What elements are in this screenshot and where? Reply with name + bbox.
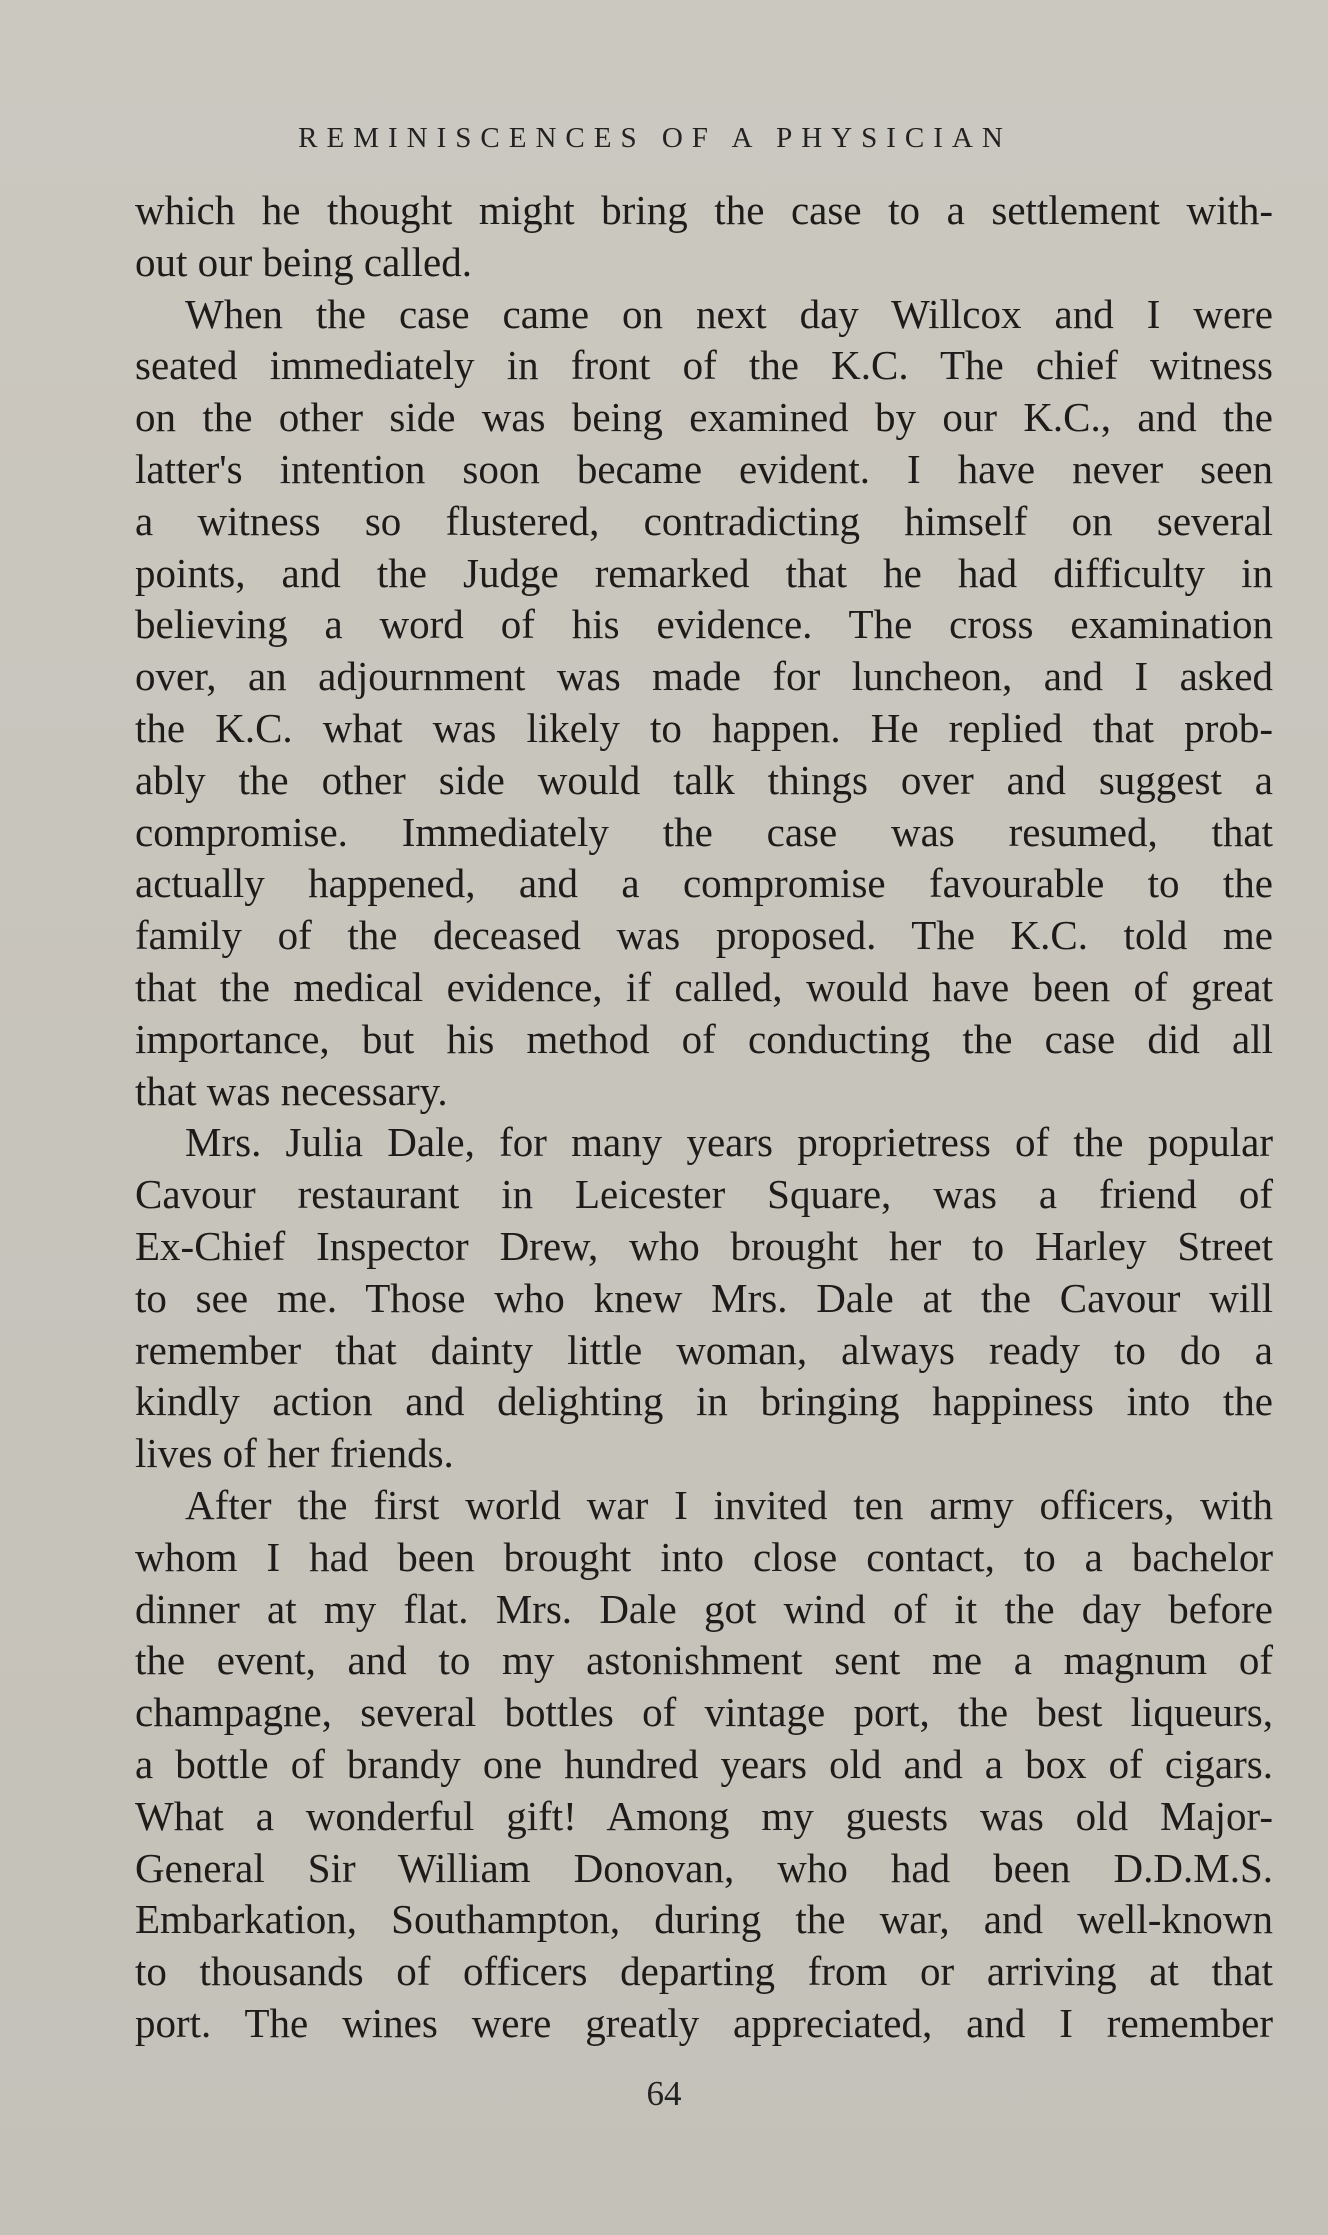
- text-line: ably the other side would talk things over and suggest a: [135, 756, 1273, 803]
- text-line: the K.C. what was likely to happen. He replied that prob-: [135, 704, 1273, 751]
- body-text: [135, 185, 1273, 2050]
- text-line: lives of her friends.: [135, 1430, 454, 1477]
- page-number: 64: [646, 2074, 682, 2113]
- text-line: Embarkation, Southampton, during the war, and well-known: [135, 1896, 1273, 1943]
- text-line: whom I had been brought into close contact, to a bachelor: [135, 1533, 1273, 1580]
- text-line: importance, but his method of conducting the case did all: [135, 1015, 1273, 1062]
- text-line: champagne, several bottles of vintage port, the best liqueurs,: [135, 1689, 1273, 1736]
- text-line: which he thought might bring the case to a settlement with-: [135, 187, 1273, 233]
- text-line: General Sir William Donovan, who had been D.D.M.S.: [135, 1844, 1273, 1891]
- text-line: family of the deceased was proposed. The K.C. told me: [135, 912, 1273, 959]
- text-line: a bottle of brandy one hundred years old and a box of cigars.: [135, 1740, 1273, 1787]
- text-line: What a wonderful gift! Among my guests was old Major-: [135, 1792, 1273, 1839]
- text-line: the event, and to my astonishment sent me a magnum of: [135, 1637, 1273, 1684]
- text-line: points, and the Judge remarked that he had difficulty in: [135, 549, 1273, 596]
- text-line: on the other side was being examined by our K.C., and the: [135, 394, 1273, 441]
- text-line: port. The wines were greatly appreciated, and I remember: [135, 1999, 1273, 2046]
- text-line: over, an adjournment was made for luncheon, and I asked: [135, 653, 1273, 700]
- text-line: remember that dainty little woman, always ready to do a: [135, 1326, 1273, 1373]
- text-line: latter's intention soon became evident. I have never seen: [135, 445, 1273, 492]
- text-line: After the first world war I invited ten army officers, with: [185, 1481, 1273, 1528]
- text-line: believing a word of his evidence. The cross examination: [135, 601, 1273, 648]
- text-line: to thousands of officers departing from or arriving at that: [135, 1948, 1273, 1995]
- text-line: kindly action and delighting in bringing happiness into the: [135, 1378, 1273, 1425]
- text-line: seated immediately in front of the K.C. The chief witness: [135, 342, 1273, 389]
- text-line: dinner at my flat. Mrs. Dale got wind of it the day before: [135, 1585, 1273, 1632]
- text-line: actually happened, and a compromise favourable to the: [135, 860, 1273, 907]
- text-line: to see me. Those who knew Mrs. Dale at the Cavour will: [135, 1274, 1273, 1321]
- text-line: When the case came on next day Willcox and I were: [185, 290, 1273, 337]
- text-line: a witness so flustered, contradicting himself on several: [135, 497, 1273, 544]
- text-line: Mrs. Julia Dale, for many years proprietress of the popular: [185, 1119, 1273, 1166]
- text-line: compromise. Immediately the case was resumed, that: [135, 808, 1273, 855]
- text-line: out our being called.: [135, 238, 473, 285]
- text-line: Ex-Chief Inspector Drew, who brought her to Harley Street: [135, 1222, 1273, 1269]
- text-line: that the medical evidence, if called, would have been of great: [135, 963, 1273, 1010]
- text-line: Cavour restaurant in Leicester Square, was a friend of: [135, 1171, 1273, 1218]
- running-head: REMINISCENCES OF A PHYSICIAN: [298, 122, 1012, 154]
- text-line: that was necessary.: [135, 1067, 448, 1114]
